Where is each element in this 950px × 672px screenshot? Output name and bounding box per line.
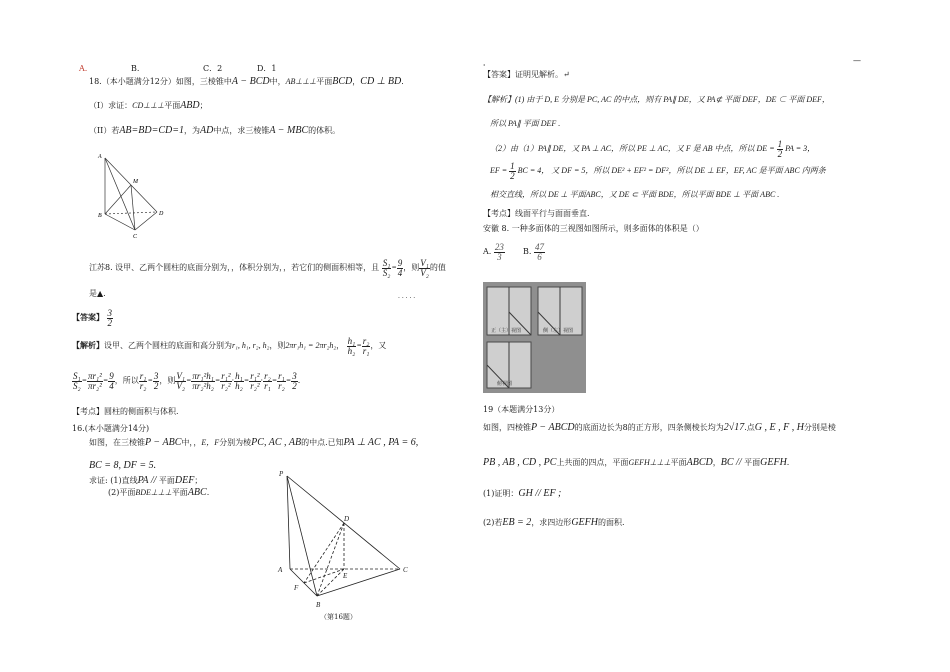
q19-part2: (2)若EB = 2，求四边形GEFH的面积. (483, 517, 625, 528)
analysis-2-line4: EF = $\frac{1}{2}$ BC = 4， 又 DF = 5，所以 DE² + EF² = DF²，所以 DE ⊥ EF，EF, AC 是平面 ABC 内两条 (490, 160, 826, 181)
top-view-label: 俯视图 (497, 381, 513, 387)
q16-line1: 如图，在三棱锥P − ABC中，，E，F分别为棱PC, AC , AB的中点.已知PA ⊥ AC , PA = 6, (89, 437, 419, 448)
analysis-2-line2: 所以 PA∥ 平面 DEF . (490, 119, 561, 128)
figure-caption: （第16题） (320, 613, 357, 621)
analysis-1-line1: 【解析】设甲、乙两个圆柱的底面和高分别为r₁, h₁, r₂, h₂，则2πr₁h₁ = 2πr₂h₂， $\frac{\text{h₁}}{\text{h₂}}$ = $\frac{\text{r₂}}{\text{r₁}}$ ，又 (72, 335, 387, 356)
three-view-image (483, 282, 586, 393)
choice-d: D．1 (257, 64, 277, 73)
analysis-2-line1: 【解析】(1) 由于 D, E 分别是 PC, AC 的中点，则有 PA∥ DE，又 PA⊄ 平面 DEF，DE ⊂ 平面 DEF， (483, 95, 830, 104)
ah8-choice-a: A. $\frac{23}{3}$ (483, 241, 504, 262)
q16-prove1: 求证: (1)直线PA // 平面DEF； (89, 475, 203, 486)
label-b: B (316, 601, 321, 609)
label-c: C (133, 234, 138, 240)
q18-tetrahedron-figure (95, 150, 175, 242)
label-e: E (343, 572, 348, 580)
analysis-2-line3: （2）由（1）PA∥ DE，又 PA ⊥ AC，所以 PE ⊥ AC，又 F 是 AB 中点，所以 DE = $\frac{1}{2}$ PA = 3， (490, 138, 816, 159)
label-p: P (279, 470, 284, 478)
ah8-choice-b: B. $\frac{47}{6}$ (523, 241, 544, 262)
js8-dots: . . . . . (398, 293, 416, 300)
label-c: C (403, 566, 408, 574)
choice-a: A. (79, 64, 88, 73)
q16-pyramid-figure (274, 466, 424, 624)
q16-line2: BC = 8, DF = 5. (89, 460, 157, 471)
label-b: B (98, 213, 102, 219)
label-a: A (98, 154, 102, 160)
js8-statement: 江苏8. 设甲、乙两个圆柱的底面分别为，，体积分别为，，若它们的侧面积相等，且 $\frac{\text{S₁}}{\text{S₂}}$ = $\frac{9}{4}$ ，则 $\frac{\text{V₁}}{\text{V₂}}$ 的值 (89, 257, 446, 278)
q18-part2: （II）若AB=BD=CD=1，为AD中点，求三棱锥A − MBC的体积。 (89, 125, 341, 136)
label-d: D (159, 211, 164, 217)
top-mark-right: — (853, 56, 861, 65)
q18-part1: （I）求证：CD⊥⊥⊥平面ABD； (89, 100, 208, 111)
kaodian-2: 【考点】线面平行与面面垂直. (483, 209, 590, 218)
analysis-2-line5: 相交直线，所以 DE ⊥ 平面ABC，又 DE ⊂ 平面 BDE，所以平面 BDE ⊥ 平面 ABC . (490, 190, 780, 199)
q16-title: 16.(本小题满分14分) (72, 424, 150, 433)
answer-2: 【答案】证明见解析。↵ (483, 70, 570, 79)
label-f: F (294, 584, 299, 592)
side-view-label: 侧（左）视图 (543, 328, 574, 334)
top-mark-left: ˌ (483, 58, 486, 67)
choice-c: C．2 (203, 64, 223, 73)
kaodian-1: 【考点】圆柱的侧面积与体积. (72, 407, 179, 416)
front-view-label: 正（主）视图 (491, 328, 522, 334)
analysis-1-line2: $\frac{\text{S₁}}{\text{S₂}}$ = $\frac{\text{πr₁²}}{\text{πr₂²}}$ = $\frac{9}{4}$ ，所以 $\frac{\text{r₁}}{\text{r₂}}$ = $\frac{3}{2}$ ，则 $\frac{\text{V₁}}{\text{V₂}}$ = $\frac{\text{πr₁²h₁}}{\text{πr₂²h₂}}$ = $\frac{\text{r₁²}}{\text{r₂²}}$ · $\frac{\text{h₁}}{\text{h₂}}$ = $\frac{\text{r₁²}}{\text{r₂²}}$ · $\frac{\text{r₂}}{\text{r₁}}$ = $\frac{\text{r₁}}{\text{r₂}}$ = $\frac{3}{2}$ . (73, 370, 301, 391)
q19-line1: 如图，四棱锥P − ABCD的底面边长为8的正方形，四条侧棱长均为2√17.点G , E , F , H分别是棱 (483, 422, 836, 433)
q19-part1: (1)证明：GH // EF ; (483, 488, 562, 499)
q18-statement: 18.（本小题满分12分）如图，三棱锥中A − BCD中，AB⊥⊥⊥平面BCD，CD ⊥ BD． (89, 76, 410, 87)
q19-title: 19（本题满分13分） (483, 405, 560, 414)
label-a: A (278, 566, 283, 574)
q19-line2: PB , AB , CD , PC上共面的四点，平面GEFH⊥⊥⊥平面ABCD，BC // 平面GEFH. (483, 457, 790, 468)
choice-b: B. (131, 64, 140, 73)
q16-prove2: (2)平面BDE⊥⊥⊥平面ABC. (108, 487, 210, 498)
js8-line2: 是▲. (89, 289, 106, 298)
answer-1: 【答案】 $\frac{3}{2}$ (72, 307, 113, 328)
ah8-statement: 安徽 8. 一种多面体的三视图如图所示，则多面体的体积是（） (483, 224, 704, 233)
label-m: M (133, 179, 138, 185)
label-d: D (344, 515, 350, 523)
